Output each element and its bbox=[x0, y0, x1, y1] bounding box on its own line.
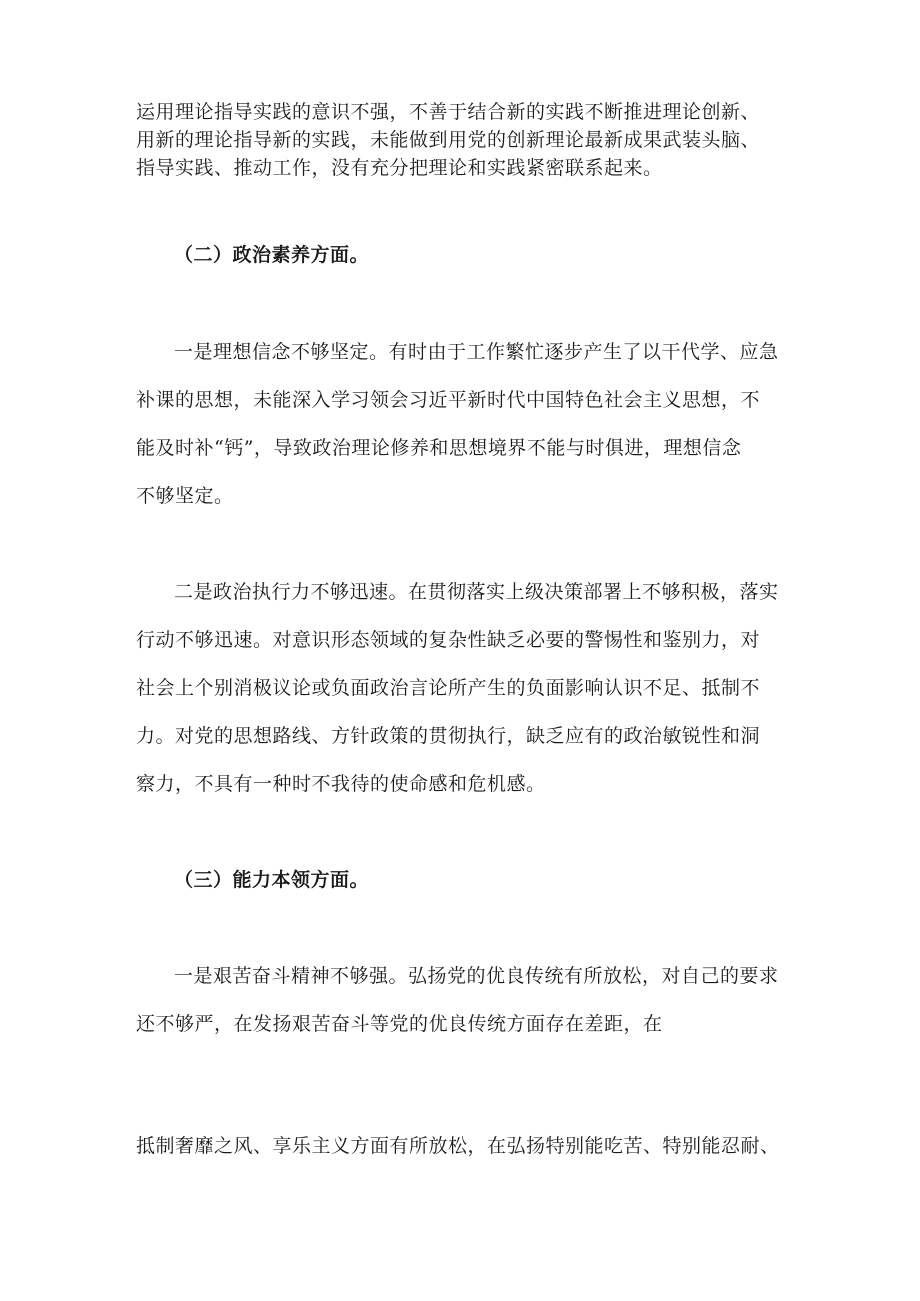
section-2-para-1-line-1: 一是理想信念不够坚定。有时由于工作繁忙逐步产生了以干代学、应急 bbox=[174, 341, 779, 363]
section-3-para-1-line-1: 一是艰苦奋斗精神不够强。弘扬党的优良传统有所放松，对自己的要求 bbox=[174, 965, 779, 987]
section-3-heading: （三）能力本领方面。 bbox=[174, 869, 370, 891]
section-3-para-1-line-2: 还不够严，在发扬艰苦奋斗等党的优良传统方面存在差距，在 bbox=[136, 1013, 663, 1035]
section-2-para-2-line-1: 二是政治执行力不够迅速。在贯彻落实上级决策部署上不够积极，落实 bbox=[174, 581, 779, 603]
section-2-para-2-line-5: 察力，不具有一种时不我待的使命感和危机感。 bbox=[136, 773, 546, 795]
section-2-para-1-line-3: 能及时补“钙”，导致政治理论修养和思想境界不能与时俱进，理想信念 bbox=[136, 437, 742, 459]
section-2-para-2-line-4: 力。对党的思想路线、方针政策的贯彻执行，缺乏应有的政治敏锐性和洞 bbox=[136, 725, 761, 747]
section-2-para-2-line-3: 社会上个别消极议论或负面政治言论所产生的负面影响认识不足、抵制不 bbox=[136, 677, 761, 699]
section-3-para-1-cont-line-1: 抵制奢靡之风、享乐主义方面有所放松，在弘扬特别能吃苦、特别能忍耐、 bbox=[136, 1135, 780, 1157]
section-2-para-1-line-4: 不够坚定。 bbox=[136, 485, 234, 507]
intro-line-2: 用新的理论指导新的实践，未能做到用党的创新理论最新成果武装头脑、 bbox=[136, 129, 761, 151]
intro-line-3: 指导实践、推动工作，没有充分把理论和实践紧密联系起来。 bbox=[136, 157, 663, 179]
section-2-para-2-line-2: 行动不够迅速。对意识形态领域的复杂性缺乏必要的警惕性和鉴别力，对 bbox=[136, 629, 761, 651]
section-2-para-1-line-2: 补课的思想，未能深入学习领会习近平新时代中国特色社会主义思想，不 bbox=[136, 389, 761, 411]
section-2-heading: （二）政治素养方面。 bbox=[174, 244, 370, 266]
intro-line-1: 运用理论指导实践的意识不强，不善于结合新的实践不断推进理论创新、 bbox=[136, 101, 761, 123]
